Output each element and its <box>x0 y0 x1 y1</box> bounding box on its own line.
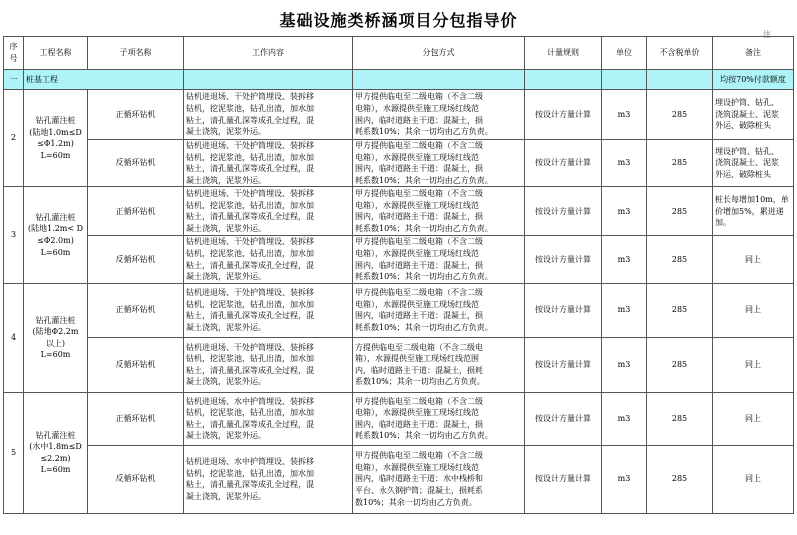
table-row <box>4 445 794 513</box>
unit-price: 285 <box>647 445 713 513</box>
subcontract-method: 方提供临电至二级电箱（不含二级电 箱），水源提供至施工现场红线范围 内，临时道路主干道：混凝土，损耗 系数10%；其余一切均由乙方负责。 <box>353 337 525 392</box>
remark: 同上 <box>713 236 794 283</box>
unit-price: 285 <box>647 140 713 187</box>
subcontract-method: 甲方提供临电至二级电箱（不含二级 电箱），水源提供至施工现场红线范 围内，临时道路主干道：混凝土，损 耗系数10%；其余一切均由乙方负责。 <box>353 236 525 283</box>
row-seq: 3 <box>4 187 24 283</box>
subcontract-method: 甲方提供临电至二级电箱（不含二级 电箱），水源提供至施工现场红线范 围内，临时道路主干道：混凝土，损 耗系数10%；其余一切均由乙方负责。 <box>353 90 525 140</box>
measurement-rule: 按设计方量计算 <box>525 187 602 236</box>
header-unit: 单位 <box>602 37 647 70</box>
table-row <box>4 236 794 283</box>
measurement-rule: 按设计方量计算 <box>525 392 602 445</box>
remark: 同上 <box>713 283 794 337</box>
sub-item-name: 反循环钻机 <box>88 445 184 513</box>
sub-item-name: 正循环钻机 <box>88 283 184 337</box>
page-title: 基础设施类桥涵项目分包指导价 <box>279 11 518 30</box>
measurement-rule: 按设计方量计算 <box>525 445 602 513</box>
note-mark: 注 <box>763 30 771 39</box>
header-price: 不含税单价 <box>647 37 713 70</box>
subcontract-method: 甲方提供临电至二级电箱（不含二级 电箱），水源提供至施工现场红线范 围内，临时道路主干道：水中栈桥和 平台、永久钢护筒；混凝土，损耗系 数10%；其余一切均由乙方负责。 <box>353 445 525 513</box>
section-row <box>4 70 794 90</box>
header-remark: 备注 <box>713 37 794 70</box>
table-row <box>4 187 794 236</box>
project-name: 钻孔灌注桩 (陆地1.0m≤D ≤Φ1.2m) L=60m <box>24 90 88 187</box>
sub-item-name: 反循环钻机 <box>88 140 184 187</box>
table-row <box>4 337 794 392</box>
sub-item-name: 反循环钻机 <box>88 236 184 283</box>
remark: 同上 <box>713 445 794 513</box>
unit-price: 285 <box>647 90 713 140</box>
sub-item-name: 反循环钻机 <box>88 337 184 392</box>
header-project: 工程名称 <box>24 37 88 70</box>
remark: 同上 <box>713 392 794 445</box>
work-content: 钻机进退场、干处护筒埋设、装拆移 钻机，挖泥浆池，钻孔出渣，加水加 粘土，清孔量孔深等成孔全过程，混 凝土浇筑，泥浆外运。 <box>184 337 353 392</box>
measurement-rule: 按设计方量计算 <box>525 90 602 140</box>
unit: m3 <box>602 445 647 513</box>
project-name: 钻孔灌注桩 (陆地1.2m< D ≤Φ2.0m) L=60m <box>24 187 88 283</box>
unit: m3 <box>602 236 647 283</box>
unit: m3 <box>602 90 647 140</box>
remark: 桩长每增加10m，单 价增加5%，累进递 加。 <box>713 187 794 236</box>
project-name: 钻孔灌注桩 (水中1.8m≤D ≤2.2m) L=60m <box>24 392 88 513</box>
measurement-rule: 按设计方量计算 <box>525 337 602 392</box>
sub-item-name: 正循环钻机 <box>88 392 184 445</box>
unit-price: 285 <box>647 337 713 392</box>
table-row <box>4 140 794 187</box>
measurement-rule: 按设计方量计算 <box>525 236 602 283</box>
work-content: 钻机进退场、干处护筒埋设、装拆移 钻机，挖泥浆池，钻孔出渣，加水加 粘土，清孔量孔深等成孔全过程，混 凝土浇筑，泥浆外运。 <box>184 90 353 140</box>
row-seq: 4 <box>4 283 24 392</box>
table-row <box>4 283 794 337</box>
header-sub: 子项名称 <box>88 37 184 70</box>
table-row <box>4 392 794 445</box>
header-row <box>4 37 794 70</box>
section-name: 桩基工程 <box>24 70 184 90</box>
work-content: 钻机进退场、干处护筒埋设、装拆移 钻机，挖泥浆池，钻孔出渣，加水加 粘土，清孔量孔深等成孔全过程，混 凝土浇筑，泥浆外运。 <box>184 140 353 187</box>
subcontract-method: 甲方提供临电至二级电箱（不含二级 电箱），水源提供至施工现场红线范 围内，临时道路主干道：混凝土，损 耗系数10%；其余一切均由乙方负责。 <box>353 140 525 187</box>
unit: m3 <box>602 337 647 392</box>
work-content: 钻机进退场、水中护筒埋设、装拆移 钻机，挖泥浆池，钻孔出渣，加水加 粘土，清孔量孔深等成孔全过程，混 凝土浇筑，泥浆外运。 <box>184 445 353 513</box>
project-name: 钻孔灌注桩 (陆地Φ2.2m 以上) L=60m <box>24 283 88 392</box>
row-seq: 5 <box>4 392 24 513</box>
header-method: 分包方式 <box>353 37 525 70</box>
header-seq: 序 号 <box>4 37 24 70</box>
work-content: 钻机进退场、干处护筒埋设、装拆移 钻机，挖泥浆池，钻孔出渣，加水加 粘土，清孔量孔深等成孔全过程，混 凝土浇筑，泥浆外运。 <box>184 283 353 337</box>
measurement-rule: 按设计方量计算 <box>525 283 602 337</box>
remark: 埋设护筒、钻孔、 浇筑混凝土、泥浆 外运、破除桩头 <box>713 90 794 140</box>
section-seq: 一 <box>4 70 24 90</box>
unit-price: 285 <box>647 392 713 445</box>
unit-price: 285 <box>647 283 713 337</box>
section-remark: 均按70%付款额度 <box>713 70 794 90</box>
row-seq: 2 <box>4 90 24 187</box>
table-row <box>4 90 794 140</box>
sub-item-name: 正循环钻机 <box>88 90 184 140</box>
work-content: 钻机进退场、水中护筒埋设、装拆移 钻机，挖泥浆池，钻孔出渣，加水加 粘土，清孔量孔深等成孔全过程，混 凝土浇筑，泥浆外运。 <box>184 392 353 445</box>
subcontract-method: 甲方提供临电至二级电箱（不含二级 电箱），水源提供至施工现场红线范 围内，临时道路主干道：混凝土，损 耗系数10%；其余一切均由乙方负责。 <box>353 392 525 445</box>
remark: 同上 <box>713 337 794 392</box>
unit: m3 <box>602 392 647 445</box>
measurement-rule: 按设计方量计算 <box>525 140 602 187</box>
header-measure: 计量规则 <box>525 37 602 70</box>
price-table <box>3 36 794 514</box>
unit-price: 285 <box>647 187 713 236</box>
remark: 埋设护筒、钻孔、 浇筑混凝土、泥浆 外运、破除桩头 <box>713 140 794 187</box>
header-work: 工作内容 <box>184 37 353 70</box>
subcontract-method: 甲方提供临电至二级电箱（不含二级 电箱），水源提供至施工现场红线范 围内，临时道路主干道：混凝土，损 耗系数10%；其余一切均由乙方负责。 <box>353 283 525 337</box>
unit: m3 <box>602 140 647 187</box>
sub-item-name: 正循环钻机 <box>88 187 184 236</box>
unit-price: 285 <box>647 236 713 283</box>
unit: m3 <box>602 187 647 236</box>
work-content: 钻机进退场、干处护筒埋设、装拆移 钻机，挖泥浆池，钻孔出渣，加水加 粘土，清孔量孔深等成孔全过程，混 凝土浇筑，泥浆外运。 <box>184 187 353 236</box>
subcontract-method: 甲方提供临电至二级电箱（不含二级 电箱），水源提供至施工现场红线范 围内，临时道路主干道：混凝土，损 耗系数10%；其余一切均由乙方负责。 <box>353 187 525 236</box>
unit: m3 <box>602 283 647 337</box>
work-content: 钻机进退场、干处护筒埋设、装拆移 钻机，挖泥浆池，钻孔出渣，加水加 粘土，清孔量孔深等成孔全过程，混 凝土浇筑，泥浆外运。 <box>184 236 353 283</box>
